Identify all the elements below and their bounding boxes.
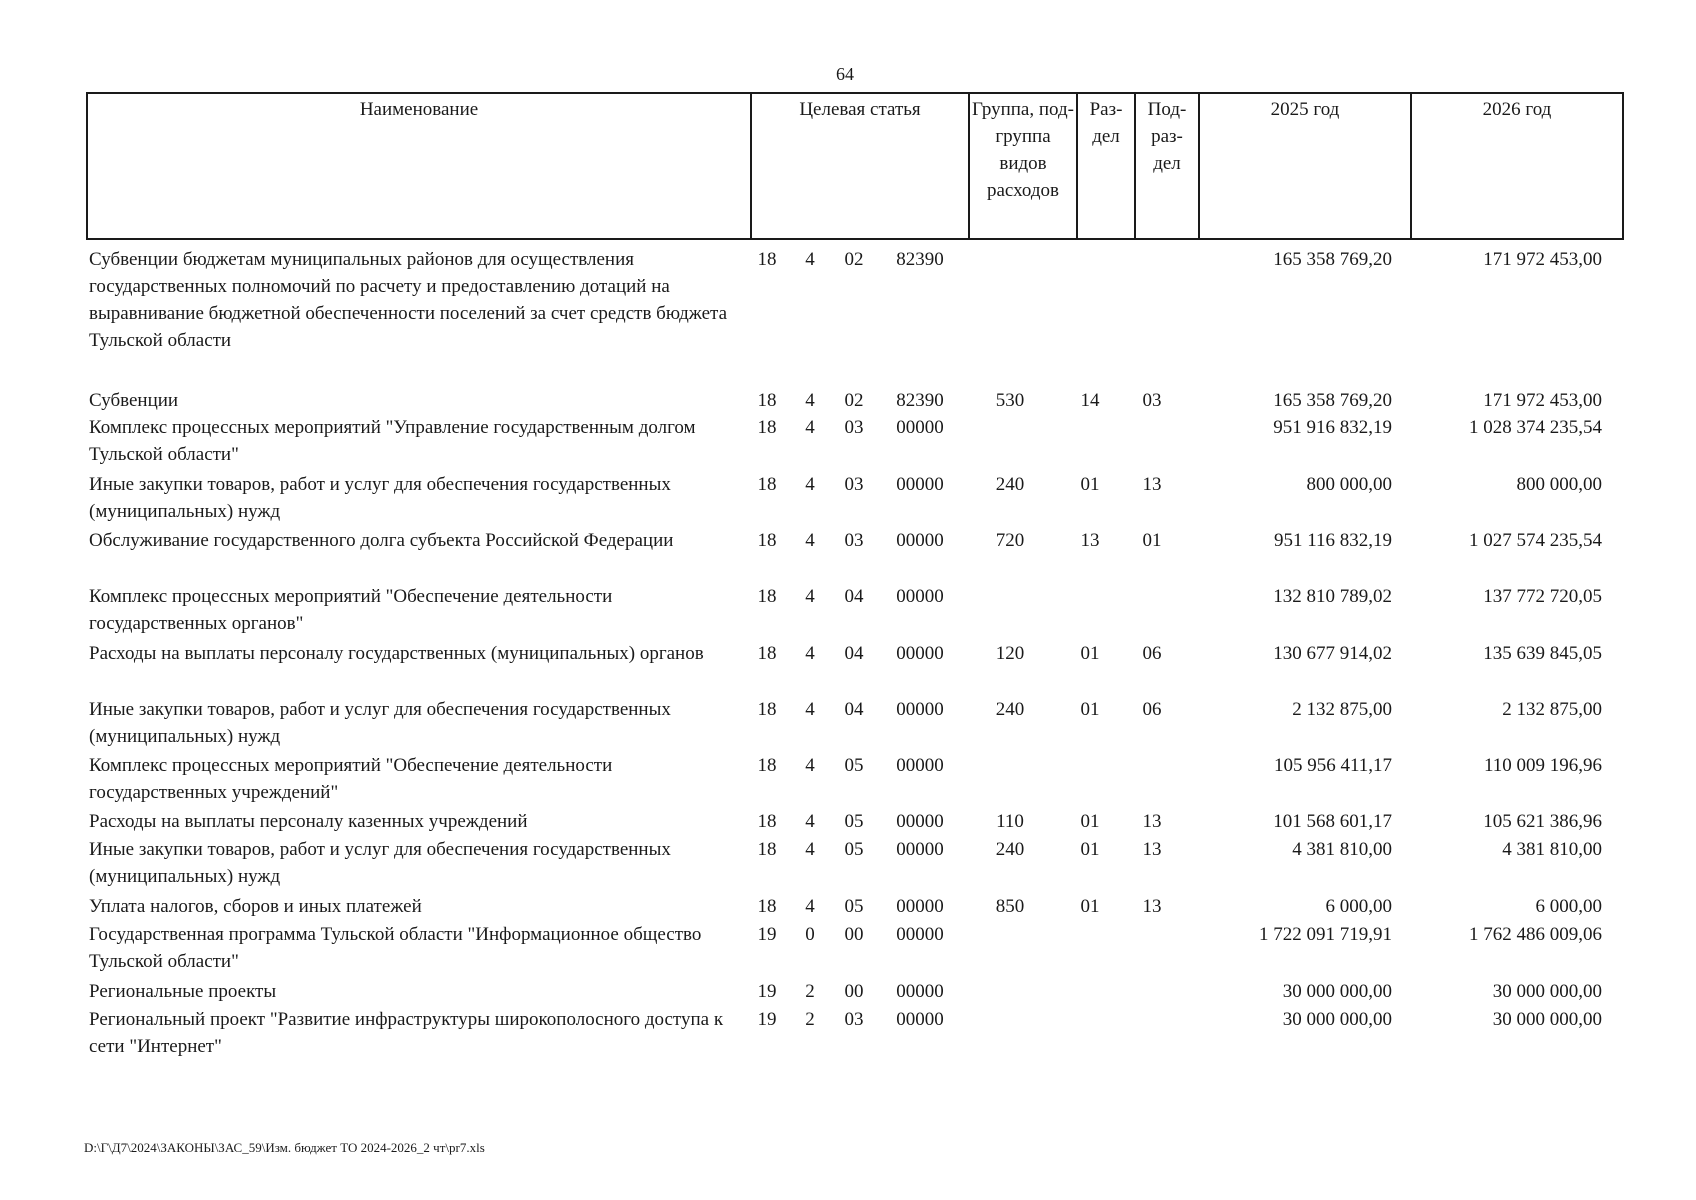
row-name: Расходы на выплаты персоналу казенных учреждений: [89, 811, 528, 832]
row-amount-2025: 6 000,00: [1325, 896, 1392, 917]
row-amount-2026: 4 381 810,00: [1502, 839, 1602, 860]
row-structure-code: 04: [844, 643, 864, 664]
row-name: Иные закупки товаров, работ и услуг для обеспечения государственных (муниципальных) нужд: [89, 839, 671, 887]
row-structure-code: 05: [844, 811, 864, 832]
row-direction-code: 00000: [896, 839, 944, 860]
row-type-code: 4: [805, 839, 815, 860]
row-direction-code: 00000: [896, 417, 944, 438]
row-razdel: 01: [1080, 896, 1100, 917]
row-type-code: 4: [805, 811, 815, 832]
row-name: Иные закупки товаров, работ и услуг для обеспечения государственных (муниципальных) нужд: [89, 474, 671, 522]
row-type-code: 4: [805, 417, 815, 438]
row-structure-code: 03: [844, 1009, 864, 1030]
row-amount-2026: 1 762 486 009,06: [1469, 924, 1602, 945]
row-razdel: 01: [1080, 811, 1100, 832]
row-amount-2025: 101 568 601,17: [1273, 811, 1392, 832]
row-expense-group: 850: [995, 896, 1025, 917]
row-podrazdel: 13: [1142, 811, 1162, 832]
row-type-code: 2: [805, 1009, 815, 1030]
row-name: Субвенции бюджетам муниципальных районов для осуществления государственных полномочий по расчету и предоставлению дотаций на выравнивание бюджетной обеспеченности поселений за счет средств бюджета Тульской области: [89, 249, 728, 351]
row-amount-2025: 165 358 769,20: [1273, 390, 1392, 411]
row-amount-2025: 800 000,00: [1306, 474, 1392, 495]
row-structure-code: 04: [844, 699, 864, 720]
row-name: Комплекс процессных мероприятий "Управление государственным долгом Тульской области": [89, 417, 696, 465]
row-razdel: 01: [1080, 839, 1100, 860]
row-structure-code: 05: [844, 896, 864, 917]
footer-file-path: D:\Г\Д7\2024\ЗАКОНЫ\ЗАС_59\Изм. бюджет ТО 2024-2026_2 чт\pr7.xls: [84, 1140, 485, 1155]
table-header: [86, 92, 1624, 240]
row-amount-2026: 800 000,00: [1516, 474, 1602, 495]
row-structure-code: 02: [844, 390, 864, 411]
row-type-code: 4: [805, 530, 815, 551]
row-amount-2025: 165 358 769,20: [1273, 249, 1392, 270]
row-name: Расходы на выплаты персоналу государственных (муниципальных) органов: [89, 643, 704, 664]
row-name: Региональный проект "Развитие инфраструктуры широкополосного доступа к сети "Интернет": [89, 1009, 724, 1057]
row-direction-code: 00000: [896, 699, 944, 720]
row-name: Субвенции: [89, 390, 179, 411]
row-podrazdel: 03: [1142, 390, 1162, 411]
row-structure-code: 00: [844, 981, 864, 1002]
row-structure-code: 03: [844, 417, 864, 438]
row-name: Иные закупки товаров, работ и услуг для обеспечения государственных (муниципальных) нужд: [89, 699, 671, 747]
row-program-code: 19: [757, 924, 777, 945]
row-amount-2026: 137 772 720,05: [1483, 586, 1602, 607]
row-structure-code: 03: [844, 474, 864, 495]
row-program-code: 19: [757, 981, 777, 1002]
row-amount-2025: 130 677 914,02: [1273, 643, 1392, 664]
row-razdel: 01: [1080, 474, 1100, 495]
row-structure-code: 00: [844, 924, 864, 945]
row-razdel: 01: [1080, 699, 1100, 720]
row-amount-2026: 135 639 845,05: [1483, 643, 1602, 664]
row-type-code: 4: [805, 249, 815, 270]
row-amount-2026: 110 009 196,96: [1483, 755, 1602, 776]
row-amount-2025: 951 116 832,19: [1273, 530, 1392, 551]
row-amount-2025: 4 381 810,00: [1292, 839, 1392, 860]
row-podrazdel: 06: [1142, 643, 1162, 664]
row-direction-code: 00000: [896, 586, 944, 607]
row-structure-code: 05: [844, 755, 864, 776]
row-structure-code: 03: [844, 530, 864, 551]
row-type-code: 4: [805, 390, 815, 411]
row-amount-2025: 132 810 789,02: [1273, 586, 1392, 607]
row-program-code: 18: [757, 530, 777, 551]
row-podrazdel: 13: [1142, 896, 1162, 917]
row-program-code: 19: [757, 1009, 777, 1030]
header-name: Наименование: [87, 93, 751, 239]
row-name: Комплекс процессных мероприятий "Обеспечение деятельности государственных учреждений": [89, 755, 613, 803]
row-type-code: 2: [805, 981, 815, 1002]
row-direction-code: 82390: [896, 249, 944, 270]
row-expense-group: 240: [995, 839, 1025, 860]
row-program-code: 18: [757, 839, 777, 860]
row-amount-2026: 105 621 386,96: [1483, 811, 1602, 832]
row-direction-code: 00000: [896, 924, 944, 945]
header-group: Группа, под-группа видов расходов: [969, 93, 1077, 239]
page-number: 64: [836, 64, 854, 84]
row-structure-code: 02: [844, 249, 864, 270]
row-name: Комплекс процессных мероприятий "Обеспечение деятельности государственных органов": [89, 586, 613, 634]
row-amount-2025: 30 000 000,00: [1282, 981, 1392, 1002]
row-amount-2026: 1 027 574 235,54: [1469, 530, 1602, 551]
row-program-code: 18: [757, 643, 777, 664]
row-direction-code: 00000: [896, 755, 944, 776]
row-amount-2026: 1 028 374 235,54: [1469, 417, 1602, 438]
row-program-code: 18: [757, 896, 777, 917]
header-year-2025: 2025 год: [1199, 93, 1411, 239]
row-expense-group: 720: [995, 530, 1025, 551]
row-expense-group: 530: [995, 390, 1025, 411]
row-amount-2025: 30 000 000,00: [1282, 1009, 1392, 1030]
row-amount-2026: 2 132 875,00: [1502, 699, 1602, 720]
row-structure-code: 04: [844, 586, 864, 607]
row-program-code: 18: [757, 417, 777, 438]
row-podrazdel: 13: [1142, 839, 1162, 860]
row-type-code: 4: [805, 896, 815, 917]
row-amount-2026: 30 000 000,00: [1492, 981, 1602, 1002]
row-amount-2026: 6 000,00: [1535, 896, 1602, 917]
row-razdel: 14: [1080, 390, 1100, 411]
row-amount-2025: 2 132 875,00: [1292, 699, 1392, 720]
row-direction-code: 00000: [896, 896, 944, 917]
row-name: Уплата налогов, сборов и иных платежей: [89, 896, 422, 917]
row-name: Обслуживание государственного долга субъекта Российской Федерации: [89, 530, 674, 551]
row-podrazdel: 13: [1142, 474, 1162, 495]
row-direction-code: 00000: [896, 530, 944, 551]
row-direction-code: 82390: [896, 390, 944, 411]
row-type-code: 4: [805, 755, 815, 776]
row-amount-2025: 1 722 091 719,91: [1259, 924, 1392, 945]
row-type-code: 4: [805, 643, 815, 664]
header-podrazdel: Под-раз-дел: [1135, 93, 1199, 239]
row-name: Региональные проекты: [89, 981, 277, 1002]
row-program-code: 18: [757, 755, 777, 776]
row-type-code: 4: [805, 699, 815, 720]
row-direction-code: 00000: [896, 474, 944, 495]
row-type-code: 4: [805, 474, 815, 495]
row-direction-code: 00000: [896, 643, 944, 664]
row-direction-code: 00000: [896, 811, 944, 832]
row-podrazdel: 01: [1142, 530, 1162, 551]
row-expense-group: 120: [995, 643, 1025, 664]
row-program-code: 18: [757, 699, 777, 720]
row-direction-code: 00000: [896, 981, 944, 1002]
row-direction-code: 00000: [896, 1009, 944, 1030]
row-name: Государственная программа Тульской области "Информационное общество Тульской области": [89, 924, 702, 972]
row-type-code: 0: [805, 924, 815, 945]
row-razdel: 01: [1080, 643, 1100, 664]
row-amount-2025: 951 916 832,19: [1273, 417, 1392, 438]
row-program-code: 18: [757, 474, 777, 495]
row-amount-2026: 171 972 453,00: [1483, 390, 1602, 411]
row-expense-group: 110: [996, 811, 1024, 832]
row-amount-2026: 30 000 000,00: [1492, 1009, 1602, 1030]
row-structure-code: 05: [844, 839, 864, 860]
row-program-code: 18: [757, 586, 777, 607]
row-podrazdel: 06: [1142, 699, 1162, 720]
row-razdel: 13: [1080, 530, 1100, 551]
header-year-2026: 2026 год: [1411, 93, 1623, 239]
header-target-article: Целевая статья: [751, 93, 969, 239]
row-expense-group: 240: [995, 474, 1025, 495]
header-razdel: Раз-дел: [1077, 93, 1135, 239]
row-program-code: 18: [757, 249, 777, 270]
row-type-code: 4: [805, 586, 815, 607]
row-amount-2026: 171 972 453,00: [1483, 249, 1602, 270]
row-program-code: 18: [757, 811, 777, 832]
row-amount-2025: 105 956 411,17: [1273, 755, 1392, 776]
row-program-code: 18: [757, 390, 777, 411]
row-expense-group: 240: [995, 699, 1025, 720]
